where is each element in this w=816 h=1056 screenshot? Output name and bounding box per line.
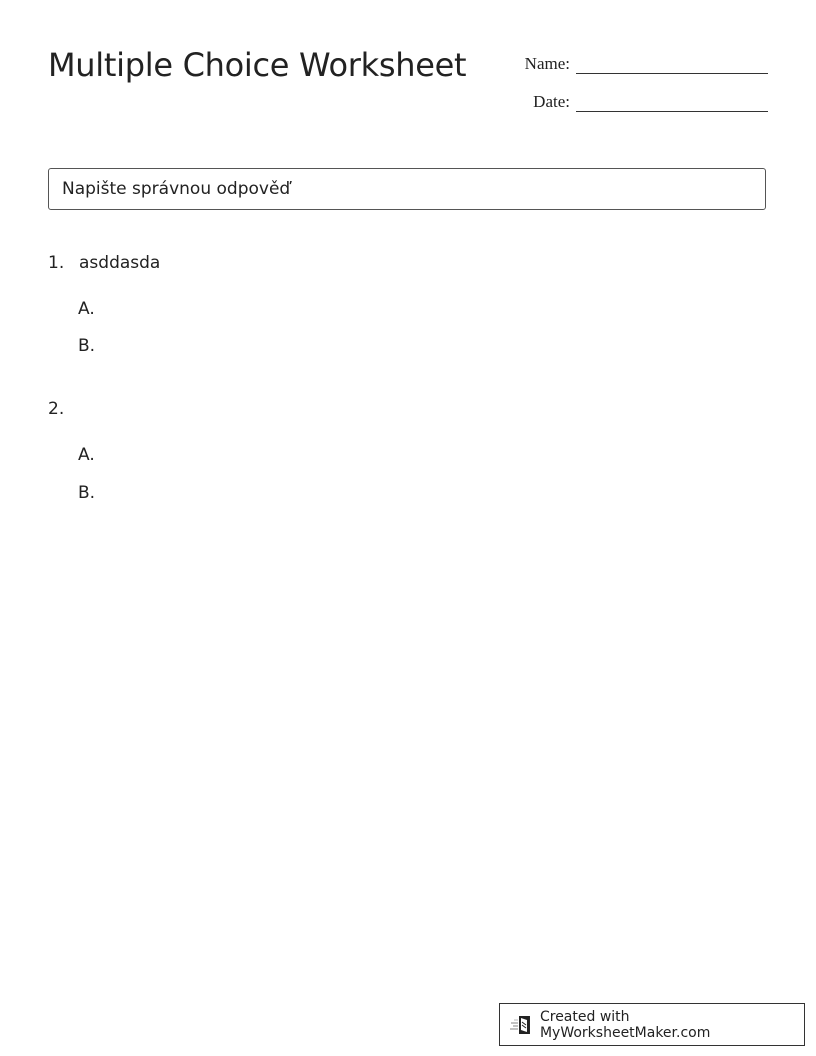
name-field-row	[500, 54, 768, 74]
question-number: 1.	[48, 253, 65, 273]
option-label: B.	[78, 483, 96, 503]
instructions-box	[48, 168, 766, 210]
date-label: Date:	[533, 92, 570, 111]
date-blank-line	[576, 93, 768, 112]
question-1-option-a	[78, 299, 95, 319]
question-2	[48, 399, 79, 419]
question-2-option-a	[78, 445, 95, 465]
instructions-text: Napište správnou odpověď	[62, 179, 291, 199]
worksheet-title: Multiple Choice Worksheet	[48, 46, 467, 84]
question-1	[48, 253, 160, 273]
question-2-option-b	[78, 483, 95, 503]
worksheet-maker-logo-icon	[510, 1014, 534, 1036]
footer-credit-badge	[499, 1003, 805, 1046]
footer-credit-text: Created with MyWorksheetMaker.com	[539, 1008, 711, 1041]
question-number: 2.	[48, 399, 65, 419]
date-field-row	[500, 92, 768, 112]
name-blank-line	[576, 55, 768, 74]
option-label: A.	[78, 299, 95, 319]
option-label: A.	[78, 445, 95, 465]
name-label: Name:	[524, 54, 570, 73]
question-text: asddasda	[79, 253, 161, 273]
option-label: B.	[78, 336, 96, 356]
question-1-option-b	[78, 336, 95, 356]
